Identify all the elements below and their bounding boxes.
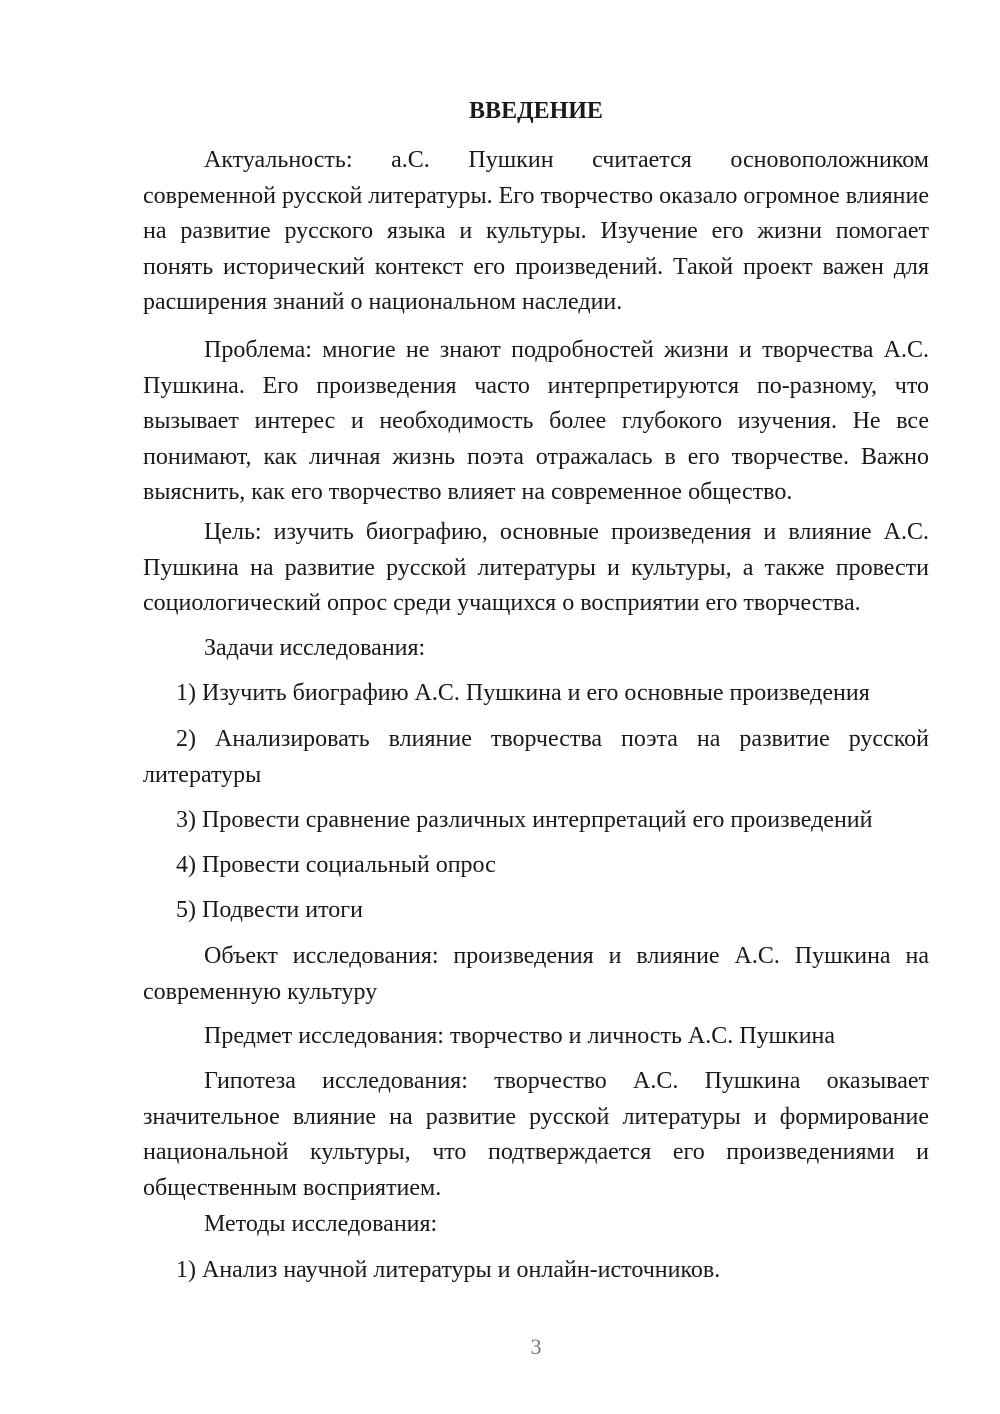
tasks-heading: Задачи исследования: [204,635,426,661]
problem-paragraph: Проблема: многие не знают подробностей жизни и творчества А.С. Пушкина. Его произведения часто интерпретируются по-разному, что вызывает интерес и необходимость более глубокого изучения. Не все понимают, как личная жизнь поэта отражалась в его творчестве. Важно выяснить, как его творчество влияет на современное общество. [143,337,929,505]
task-item-1: 1) Изучить биографию А.С. Пушкина и его основные произведения [176,680,870,706]
task-item-3: 3) Провести сравнение различных интерпретаций его произведений [176,807,873,833]
task-item-5: 5) Подвести итоги [176,897,363,923]
page-title: ВВЕДЕНИЕ [469,98,603,124]
task-item-2: 2) Анализировать влияние творчества поэта на развитие русской литературы [143,726,929,788]
relevance-paragraph: Актуальность: а.С. Пушкин считается основоположником современной русской литературы. Его творчество оказало огромное влияние на развитие русского языка и культуры. Изучение его жизни помогает понять исторический контекст его произведений. Такой проект важен для расширения знаний о национальном наследии. [143,147,930,315]
hypothesis-paragraph: Гипотеза исследования: творчество А.С. Пушкина оказывает значительное влияние на развитие русской литературы и формирование национальной культуры, что подтверждается его произведениями и общественным восприятием. [143,1068,929,1201]
method-item-1: 1) Анализ научной литературы и онлайн-источников. [176,1257,721,1283]
page-number: 3 [530,1334,542,1359]
goal-paragraph: Цель: изучить биографию, основные произведения и влияние А.С. Пушкина на развитие русской литературы и культуры, а также провести социологический опрос среди учащихся о восприятии его творчества. [143,519,929,616]
subject-paragraph: Предмет исследования: творчество и личность А.С. Пушкина [204,1023,836,1049]
task-item-4: 4) Провести социальный опрос [176,852,496,878]
methods-heading: Методы исследования: [204,1211,438,1237]
object-paragraph: Объект исследования: произведения и влияние А.С. Пушкина на современную культуру [143,943,929,1005]
